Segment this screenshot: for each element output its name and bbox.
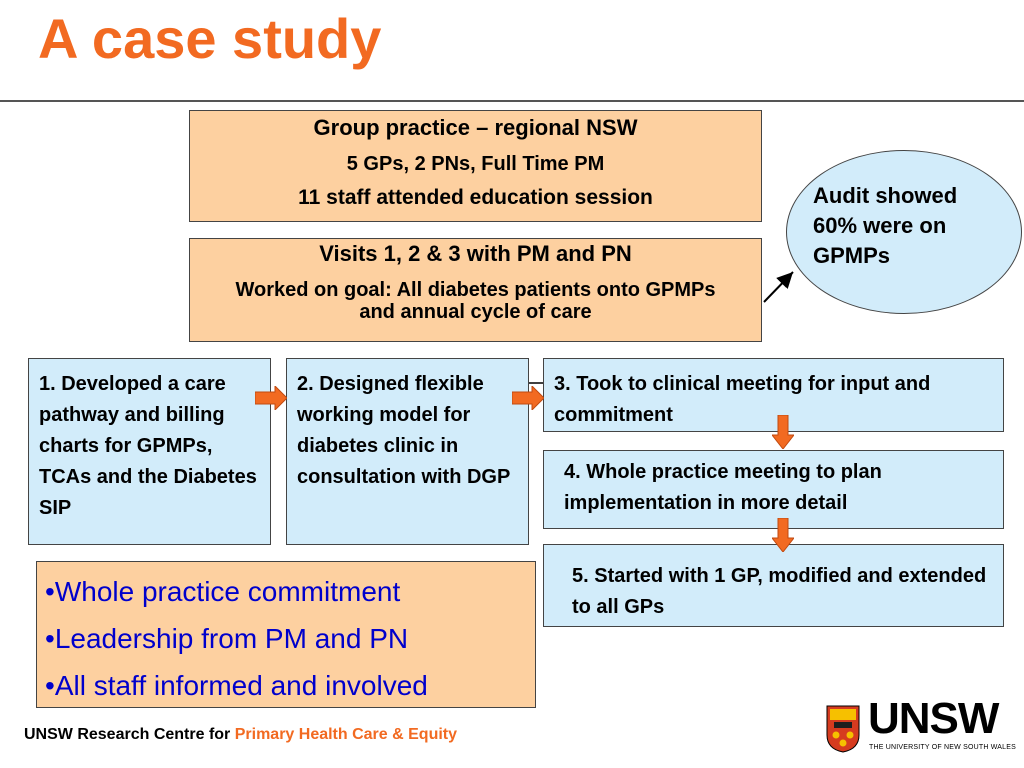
footer-text [24, 726, 457, 744]
step-3-box: 3. Took to clinical meeting for input and commitment [543, 358, 1004, 432]
footer-prefix: UNSW Research Centre for [24, 726, 235, 743]
step-4-box: 4. Whole practice meeting to plan implementation in more detail [543, 450, 1004, 529]
audit-ellipse [786, 150, 1022, 314]
list-item: • All staff informed and involved [45, 662, 535, 709]
step-2-box: 2. Designed flexible working model for diabetes clinic in consultation with DGP [286, 358, 529, 545]
logo-wordmark: UNSW [868, 694, 999, 743]
key-factors-list [36, 561, 536, 708]
practice-info-box [189, 110, 762, 222]
unsw-logo [826, 694, 1017, 757]
footer-accent: Primary Health Care & Equity [234, 726, 458, 743]
list-item: • Leadership from PM and PN [45, 615, 535, 662]
list-item: • Whole practice commitment [45, 568, 535, 615]
step-1-box: 1. Developed a care pathway and billing charts for GPMPs, TCAs and the Diabetes SIP [28, 358, 271, 545]
audit-text: Audit showed 60% were on GPMPs [813, 183, 958, 268]
right-arrow-icon [512, 386, 544, 410]
practice-staff-text: 5 GPs, 2 PNs, Full Time PM [346, 153, 605, 175]
logo-tagline: THE UNIVERSITY OF NEW SOUTH WALES [869, 744, 1017, 751]
goal-text: Worked on goal: All diabetes patients onto GPMPs and annual cycle of care [235, 279, 716, 323]
visits-box [189, 238, 762, 342]
practice-type-text: Group practice – regional NSW [313, 115, 638, 140]
page-title: A case study [38, 7, 382, 70]
title-divider [0, 100, 1024, 102]
crest-icon [826, 705, 860, 753]
down-arrow-icon [772, 518, 794, 552]
right-arrow-icon [255, 386, 287, 410]
education-session-text: 11 staff attended education session [298, 186, 653, 209]
step-5-box: 5. Started with 1 GP, modified and extended to all GPs [543, 544, 1004, 627]
down-arrow-icon [772, 415, 794, 449]
audit-connector-arrow [764, 272, 793, 302]
visits-heading: Visits 1, 2 & 3 with PM and PN [319, 241, 632, 266]
